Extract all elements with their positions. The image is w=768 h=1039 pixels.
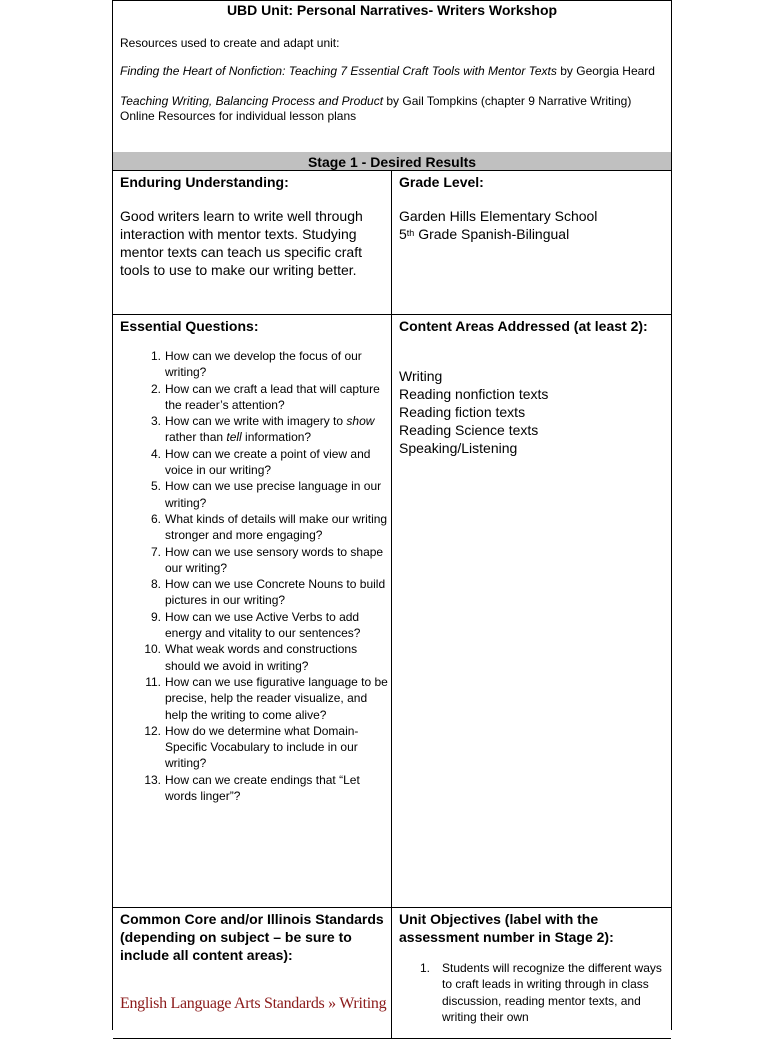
essential-question-item	[121, 381, 389, 414]
essential-question-item	[121, 641, 389, 674]
enduring-text: Good writers learn to write well through interaction with mentor texts. Studying mentor texts can teach us specific craft tools to use to make our writing better.	[120, 208, 363, 278]
question-number: 9.	[150, 609, 161, 624]
grade-level-cell	[392, 171, 671, 314]
essential-question-item	[121, 348, 389, 381]
question-text: How can we use sensory words to shape our writing?	[165, 544, 384, 575]
question-number: 3.	[150, 414, 161, 429]
question-text: How can we use Active Verbs to add energy and vitality to our sentences?	[165, 609, 361, 641]
content-areas-list	[399, 367, 548, 457]
question-text: How can we use precise language in our writing?	[165, 479, 382, 510]
question-number: 11.	[145, 674, 161, 689]
question-text: information?	[241, 430, 312, 445]
question-emphasis: tell	[226, 430, 242, 445]
question-number: 13.	[144, 772, 161, 787]
question-text: How can we create endings that “Let words linger”?	[165, 772, 360, 804]
grade-text: 5th Grade Spanish-Bilingual	[399, 226, 570, 242]
question-number: 5.	[150, 479, 161, 494]
question-number: 2.	[150, 381, 161, 396]
essential-heading: Essential Questions:	[120, 318, 259, 334]
resource-item: Finding the Heart of Nonfiction: Teaching 7 Essential Craft Tools with Mentor Texts by Georgia Heard	[120, 64, 655, 78]
grade-heading: Grade Level:	[399, 174, 484, 190]
table-row	[113, 908, 671, 1039]
unit-header	[113, 0, 671, 154]
question-emphasis: show	[346, 414, 375, 429]
essential-question-item	[121, 413, 389, 446]
essential-question-item	[121, 446, 389, 479]
essential-questions-cell	[113, 315, 392, 907]
table-row	[113, 171, 671, 315]
standards-heading: Common Core and/or Illinois Standards (depending on subject – be sure to include all content areas):	[120, 911, 384, 963]
objectives-heading: Unit Objectives (label with the assessment number in Stage 2):	[399, 911, 614, 945]
objectives-cell	[392, 908, 671, 1038]
resources-label: Resources used to create and adapt unit:	[120, 36, 340, 50]
essential-question-item	[121, 478, 389, 511]
question-number: 6.	[150, 511, 161, 526]
unit-title: UBD Unit: Personal Narratives- Writers Workshop	[226, 2, 558, 18]
resource-item: Online Resources for individual lesson plans	[120, 109, 357, 123]
question-number: 12.	[144, 723, 161, 738]
question-number: 1.	[150, 349, 161, 363]
content-area-item: Reading fiction texts	[399, 404, 526, 420]
question-number: 10.	[144, 642, 161, 657]
content-area-item: Writing	[399, 368, 443, 384]
question-text: How can we use figurative language to be precise, help the reader visualize, and help the writing to come alive?	[165, 674, 388, 722]
question-number: 8.	[150, 577, 161, 592]
question-text: How do we determine what Domain-Specific Vocabulary to include in our writing?	[165, 723, 359, 771]
question-text: How can we craft a lead that will capture the reader’s attention?	[165, 381, 380, 412]
essential-question-item	[121, 544, 389, 577]
question-text: How can we use Concrete Nouns to build pictures in our writing?	[165, 577, 386, 608]
enduring-heading: Enduring Understanding:	[120, 174, 289, 190]
objective-text: Students will recognize the different ways to craft leads in writing through in class discussion, reading mentor texts, and writing their own	[442, 961, 662, 1024]
standards-cell	[113, 908, 392, 1038]
essential-question-item	[121, 772, 389, 805]
question-number: 7.	[150, 544, 161, 559]
essential-question-item	[121, 609, 389, 642]
content-areas-heading: Content Areas Addressed (at least 2):	[399, 318, 648, 334]
ela-standards-link[interactable]: English Language Arts Standards » Writing	[120, 995, 387, 1012]
objective-item	[400, 960, 666, 1025]
essential-question-item	[121, 674, 389, 723]
content-area-item: Reading Science texts	[399, 422, 539, 438]
stage-header: Stage 1 - Desired Results	[113, 152, 671, 171]
essential-questions-list	[121, 348, 389, 804]
essential-question-item	[121, 576, 389, 609]
question-text: How can we develop the focus of our writing?	[165, 349, 362, 380]
question-text: How can we create a point of view and voice in our writing?	[165, 446, 371, 478]
objectives-list	[400, 960, 666, 1025]
table-row	[113, 315, 671, 908]
question-text: How can we write with imagery to	[165, 414, 347, 429]
school-name: Garden Hills Elementary School	[399, 208, 598, 224]
enduring-understanding-cell	[113, 171, 392, 314]
resource-item: Teaching Writing, Balancing Process and Product by Gail Tompkins (chapter 9 Narrative Writing)	[120, 94, 632, 108]
content-area-item: Reading nonfiction texts	[399, 386, 549, 402]
question-text: rather than	[165, 430, 227, 445]
essential-question-item	[121, 723, 389, 772]
question-text: What weak words and constructions should we avoid in writing?	[165, 642, 358, 673]
essential-question-item	[121, 511, 389, 544]
content-areas-cell	[392, 315, 671, 907]
objective-number: 1.	[419, 961, 430, 975]
question-text: What kinds of details will make our writing stronger and more engaging?	[165, 511, 388, 543]
ubd-unit-document	[112, 0, 672, 1030]
content-area-item: Speaking/Listening	[399, 440, 518, 456]
question-number: 4.	[150, 446, 161, 461]
